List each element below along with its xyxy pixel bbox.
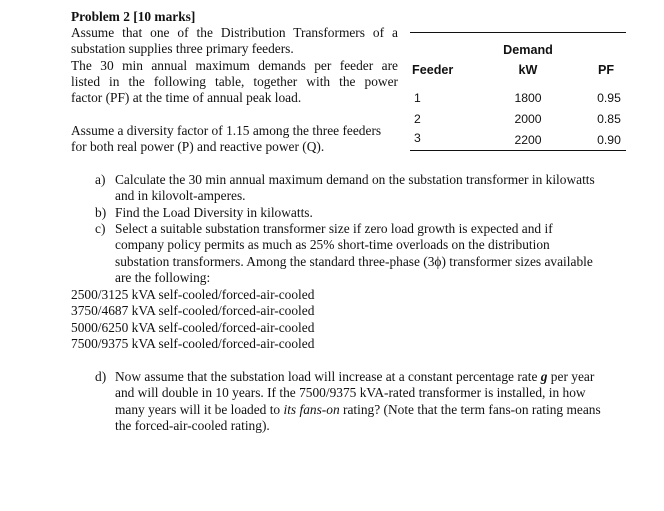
question-text-line: substation transformers. Among the standard three-phase (3ϕ) transformer sizes available bbox=[115, 253, 593, 269]
question-b bbox=[95, 205, 635, 221]
text-run: many years will it be loaded to bbox=[115, 401, 284, 417]
question-text-line: are the following: bbox=[115, 269, 211, 285]
intro-line: Assume that one of the Distribution Transformers of a bbox=[71, 25, 398, 40]
text-run: rating? (Note that the term fans-on rating means bbox=[339, 401, 601, 417]
question-d bbox=[95, 369, 635, 434]
table-cell-feeder: 3 bbox=[414, 131, 421, 145]
transformer-option: 2500/3125 kVA self-cooled/forced-air-cooled bbox=[71, 287, 315, 302]
question-text-line bbox=[115, 402, 635, 418]
table-cell-pf: 0.90 bbox=[597, 133, 621, 147]
intro-line: The 30 min annual maximum demands per feeder are bbox=[71, 57, 398, 73]
problem-intro bbox=[71, 25, 398, 106]
question-text-line: Find the Load Diversity in kilowatts. bbox=[115, 205, 313, 220]
intro-line: factor (PF) at the time of annual peak load. bbox=[71, 90, 302, 106]
question-text-line: the forced-air-cooled rating). bbox=[115, 417, 270, 433]
question-c bbox=[95, 221, 635, 286]
table-cell-pf: 0.85 bbox=[597, 112, 621, 126]
table-cell-feeder: 2 bbox=[414, 112, 421, 126]
question-a bbox=[95, 172, 635, 205]
question-label: d) bbox=[95, 369, 107, 384]
transformer-option: 3750/4687 kVA self-cooled/forced-air-cooled bbox=[71, 303, 315, 319]
question-text-line: company policy permits as much as 25% short-time overloads on the distribution bbox=[115, 237, 550, 253]
header-pf: PF bbox=[597, 63, 615, 77]
header-demand-unit: kW bbox=[518, 63, 538, 77]
question-label: a) bbox=[95, 172, 106, 187]
question-text-line: and in kilovolt-amperes. bbox=[115, 188, 246, 204]
text-run: Now assume that the substation load will increase at a constant percentage rate bbox=[115, 369, 541, 384]
transformer-options bbox=[71, 287, 314, 352]
table-cell-demand: 2200 bbox=[514, 133, 542, 147]
table-bottom-rule bbox=[410, 150, 626, 151]
variable-g: g bbox=[540, 369, 548, 384]
question-label: b) bbox=[95, 205, 107, 220]
transformer-option: 5000/6250 kVA self-cooled/forced-air-cooled bbox=[71, 319, 315, 335]
question-text-line: Calculate the 30 min annual maximum demand on the substation transformer in kilowatts bbox=[115, 172, 595, 187]
question-label: c) bbox=[95, 221, 106, 236]
question-text-line: Select a suitable substation transformer size if zero load growth is expected and if bbox=[115, 221, 553, 236]
table-cell-pf: 0.95 bbox=[597, 91, 621, 105]
question-text-line bbox=[115, 369, 635, 385]
header-feeder: Feeder bbox=[412, 63, 454, 77]
question-text-line: and will double in 10 years. If the 7500/9375 kVA-rated transformer is installed, in how bbox=[115, 385, 586, 401]
table-top-rule bbox=[410, 32, 626, 33]
intro-line: listed in the following table, together with the power bbox=[71, 73, 398, 89]
table-cell-demand: 1800 bbox=[514, 91, 542, 105]
problem-title: Problem 2 [10 marks] bbox=[71, 9, 196, 24]
transformer-option: 7500/9375 kVA self-cooled/forced-air-cooled bbox=[71, 335, 315, 351]
text-run: per year bbox=[547, 369, 595, 384]
emphasis-fans-on: its fans-on bbox=[283, 401, 340, 417]
diversity-paragraph bbox=[71, 123, 398, 156]
diversity-line: for both real power (P) and reactive power (Q). bbox=[71, 139, 325, 155]
header-demand: Demand bbox=[503, 43, 553, 57]
diversity-line: Assume a diversity factor of 1.15 among the three feeders bbox=[71, 123, 382, 138]
intro-line: substation supplies three primary feeders. bbox=[71, 41, 294, 57]
table-cell-feeder: 1 bbox=[414, 91, 421, 105]
table-cell-demand: 2000 bbox=[514, 112, 542, 126]
